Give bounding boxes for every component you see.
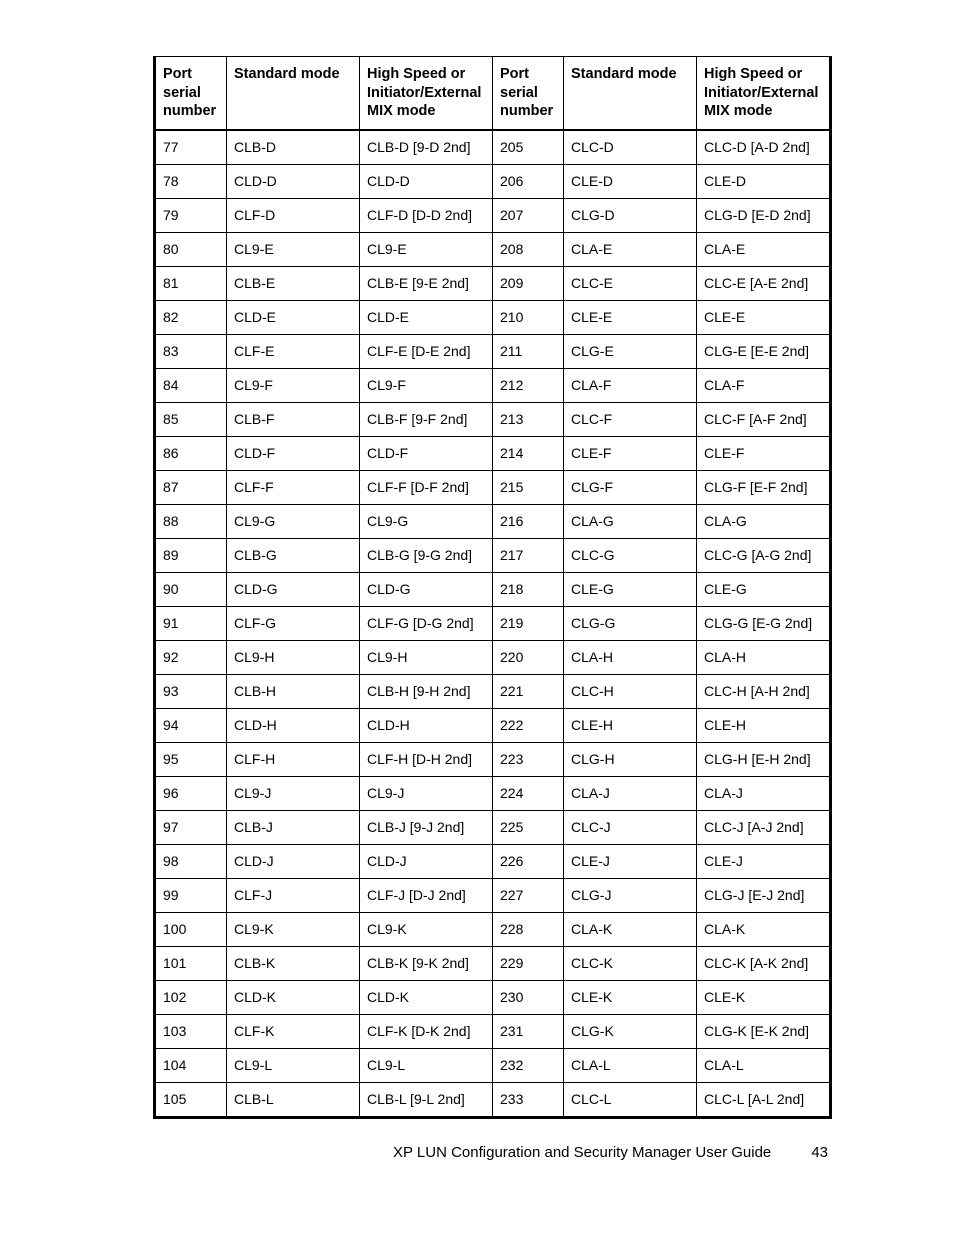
table-row <box>155 164 831 198</box>
cell-port-serial-number: 93 <box>155 674 227 708</box>
cell-high-speed-mode: CLB-H [9-H 2nd] <box>360 674 493 708</box>
table-row <box>155 232 831 266</box>
cell-high-speed-mode: CLD-J <box>360 844 493 878</box>
cell-port-serial-number: 88 <box>155 504 227 538</box>
cell-port-serial-number: 226 <box>493 844 564 878</box>
cell-high-speed-mode: CL9-F <box>360 368 493 402</box>
cell-high-speed-mode: CLD-K <box>360 980 493 1014</box>
cell-standard-mode: CLB-F <box>227 402 360 436</box>
header-standard-mode: Standard mode <box>227 57 360 130</box>
cell-standard-mode: CLA-L <box>564 1048 697 1082</box>
table-row <box>155 198 831 232</box>
cell-port-serial-number: 217 <box>493 538 564 572</box>
cell-high-speed-mode: CLA-J <box>697 776 831 810</box>
cell-port-serial-number: 231 <box>493 1014 564 1048</box>
cell-high-speed-mode: CLC-K [A-K 2nd] <box>697 946 831 980</box>
cell-high-speed-mode: CLE-D <box>697 164 831 198</box>
cell-high-speed-mode: CLD-H <box>360 708 493 742</box>
cell-high-speed-mode: CLF-H [D-H 2nd] <box>360 742 493 776</box>
cell-port-serial-number: 95 <box>155 742 227 776</box>
cell-port-serial-number: 213 <box>493 402 564 436</box>
cell-port-serial-number: 86 <box>155 436 227 470</box>
cell-port-serial-number: 90 <box>155 572 227 606</box>
cell-high-speed-mode: CLF-D [D-D 2nd] <box>360 198 493 232</box>
cell-port-serial-number: 229 <box>493 946 564 980</box>
cell-standard-mode: CLF-K <box>227 1014 360 1048</box>
cell-high-speed-mode: CLB-F [9-F 2nd] <box>360 402 493 436</box>
cell-high-speed-mode: CLF-F [D-F 2nd] <box>360 470 493 504</box>
cell-high-speed-mode: CLC-H [A-H 2nd] <box>697 674 831 708</box>
table-row <box>155 538 831 572</box>
cell-high-speed-mode: CLA-H <box>697 640 831 674</box>
cell-port-serial-number: 222 <box>493 708 564 742</box>
cell-port-serial-number: 97 <box>155 810 227 844</box>
table-row <box>155 606 831 640</box>
cell-high-speed-mode: CLC-L [A-L 2nd] <box>697 1082 831 1117</box>
cell-port-serial-number: 216 <box>493 504 564 538</box>
cell-port-serial-number: 99 <box>155 878 227 912</box>
cell-port-serial-number: 224 <box>493 776 564 810</box>
cell-standard-mode: CLC-J <box>564 810 697 844</box>
cell-standard-mode: CLF-G <box>227 606 360 640</box>
cell-port-serial-number: 83 <box>155 334 227 368</box>
cell-standard-mode: CLC-K <box>564 946 697 980</box>
cell-high-speed-mode: CLE-E <box>697 300 831 334</box>
cell-port-serial-number: 103 <box>155 1014 227 1048</box>
table-row <box>155 504 831 538</box>
cell-standard-mode: CLB-H <box>227 674 360 708</box>
cell-port-serial-number: 91 <box>155 606 227 640</box>
cell-high-speed-mode: CL9-E <box>360 232 493 266</box>
table-row <box>155 980 831 1014</box>
cell-standard-mode: CLC-D <box>564 130 697 165</box>
cell-standard-mode: CLF-F <box>227 470 360 504</box>
cell-port-serial-number: 214 <box>493 436 564 470</box>
table-row <box>155 368 831 402</box>
cell-high-speed-mode: CLA-K <box>697 912 831 946</box>
cell-standard-mode: CLC-L <box>564 1082 697 1117</box>
cell-standard-mode: CL9-G <box>227 504 360 538</box>
cell-standard-mode: CLG-E <box>564 334 697 368</box>
cell-high-speed-mode: CLA-E <box>697 232 831 266</box>
cell-port-serial-number: 212 <box>493 368 564 402</box>
cell-port-serial-number: 81 <box>155 266 227 300</box>
cell-high-speed-mode: CL9-G <box>360 504 493 538</box>
cell-standard-mode: CLB-E <box>227 266 360 300</box>
cell-high-speed-mode: CLD-G <box>360 572 493 606</box>
table-row <box>155 878 831 912</box>
cell-port-serial-number: 221 <box>493 674 564 708</box>
cell-port-serial-number: 210 <box>493 300 564 334</box>
cell-standard-mode: CL9-E <box>227 232 360 266</box>
cell-high-speed-mode: CLB-L [9-L 2nd] <box>360 1082 493 1117</box>
cell-port-serial-number: 219 <box>493 606 564 640</box>
header-standard-mode: Standard mode <box>564 57 697 130</box>
cell-port-serial-number: 215 <box>493 470 564 504</box>
cell-standard-mode: CLG-J <box>564 878 697 912</box>
header-port-serial-number: Port serial number <box>493 57 564 130</box>
cell-high-speed-mode: CLF-J [D-J 2nd] <box>360 878 493 912</box>
cell-standard-mode: CLD-H <box>227 708 360 742</box>
cell-standard-mode: CLA-G <box>564 504 697 538</box>
cell-standard-mode: CLG-F <box>564 470 697 504</box>
cell-standard-mode: CL9-J <box>227 776 360 810</box>
cell-high-speed-mode: CLB-E [9-E 2nd] <box>360 266 493 300</box>
cell-standard-mode: CLB-G <box>227 538 360 572</box>
cell-high-speed-mode: CLG-G [E-G 2nd] <box>697 606 831 640</box>
cell-high-speed-mode: CLC-D [A-D 2nd] <box>697 130 831 165</box>
table-row <box>155 1014 831 1048</box>
table-row <box>155 402 831 436</box>
cell-port-serial-number: 223 <box>493 742 564 776</box>
header-high-speed-mode: High Speed or Initiator/External MIX mode <box>697 57 831 130</box>
table-row <box>155 844 831 878</box>
cell-port-serial-number: 78 <box>155 164 227 198</box>
cell-standard-mode: CL9-L <box>227 1048 360 1082</box>
footer-document-title: XP LUN Configuration and Security Manager User Guide <box>393 1144 772 1161</box>
cell-standard-mode: CLB-K <box>227 946 360 980</box>
cell-standard-mode: CLE-J <box>564 844 697 878</box>
cell-high-speed-mode: CLG-K [E-K 2nd] <box>697 1014 831 1048</box>
cell-standard-mode: CLC-H <box>564 674 697 708</box>
cell-standard-mode: CLD-F <box>227 436 360 470</box>
cell-high-speed-mode: CLD-D <box>360 164 493 198</box>
cell-port-serial-number: 220 <box>493 640 564 674</box>
header-row <box>155 57 831 130</box>
cell-standard-mode: CLE-H <box>564 708 697 742</box>
table-row <box>155 946 831 980</box>
cell-port-serial-number: 233 <box>493 1082 564 1117</box>
table-row <box>155 266 831 300</box>
cell-port-serial-number: 225 <box>493 810 564 844</box>
table-row <box>155 912 831 946</box>
cell-standard-mode: CLA-H <box>564 640 697 674</box>
cell-port-serial-number: 208 <box>493 232 564 266</box>
cell-high-speed-mode: CLF-G [D-G 2nd] <box>360 606 493 640</box>
cell-high-speed-mode: CLE-K <box>697 980 831 1014</box>
cell-high-speed-mode: CLD-F <box>360 436 493 470</box>
cell-standard-mode: CLE-G <box>564 572 697 606</box>
cell-high-speed-mode: CL9-J <box>360 776 493 810</box>
cell-high-speed-mode: CLA-F <box>697 368 831 402</box>
cell-high-speed-mode: CLB-J [9-J 2nd] <box>360 810 493 844</box>
table-row <box>155 1048 831 1082</box>
cell-standard-mode: CL9-F <box>227 368 360 402</box>
cell-port-serial-number: 218 <box>493 572 564 606</box>
cell-port-serial-number: 89 <box>155 538 227 572</box>
cell-standard-mode: CLC-E <box>564 266 697 300</box>
cell-standard-mode: CLB-L <box>227 1082 360 1117</box>
cell-port-serial-number: 102 <box>155 980 227 1014</box>
cell-standard-mode: CLD-D <box>227 164 360 198</box>
cell-port-serial-number: 227 <box>493 878 564 912</box>
cell-port-serial-number: 230 <box>493 980 564 1014</box>
cell-port-serial-number: 232 <box>493 1048 564 1082</box>
cell-port-serial-number: 79 <box>155 198 227 232</box>
table-row <box>155 640 831 674</box>
cell-standard-mode: CLA-K <box>564 912 697 946</box>
cell-port-serial-number: 92 <box>155 640 227 674</box>
cell-standard-mode: CLG-K <box>564 1014 697 1048</box>
cell-high-speed-mode: CLC-G [A-G 2nd] <box>697 538 831 572</box>
cell-standard-mode: CLC-F <box>564 402 697 436</box>
cell-high-speed-mode: CL9-K <box>360 912 493 946</box>
cell-standard-mode: CLG-G <box>564 606 697 640</box>
cell-standard-mode: CLC-G <box>564 538 697 572</box>
cell-high-speed-mode: CLF-K [D-K 2nd] <box>360 1014 493 1048</box>
table-header <box>155 57 831 130</box>
header-high-speed-mode: High Speed or Initiator/External MIX mode <box>360 57 493 130</box>
cell-port-serial-number: 80 <box>155 232 227 266</box>
cell-high-speed-mode: CLG-J [E-J 2nd] <box>697 878 831 912</box>
cell-port-serial-number: 205 <box>493 130 564 165</box>
cell-high-speed-mode: CLE-H <box>697 708 831 742</box>
cell-port-serial-number: 84 <box>155 368 227 402</box>
table-row <box>155 130 831 165</box>
cell-port-serial-number: 228 <box>493 912 564 946</box>
cell-standard-mode: CLA-F <box>564 368 697 402</box>
cell-port-serial-number: 206 <box>493 164 564 198</box>
cell-high-speed-mode: CLB-D [9-D 2nd] <box>360 130 493 165</box>
cell-high-speed-mode: CL9-H <box>360 640 493 674</box>
cell-port-serial-number: 94 <box>155 708 227 742</box>
cell-high-speed-mode: CLB-G [9-G 2nd] <box>360 538 493 572</box>
cell-standard-mode: CLF-J <box>227 878 360 912</box>
cell-high-speed-mode: CLG-F [E-F 2nd] <box>697 470 831 504</box>
cell-standard-mode: CLE-E <box>564 300 697 334</box>
page-footer <box>393 1143 828 1163</box>
cell-high-speed-mode: CLE-J <box>697 844 831 878</box>
cell-high-speed-mode: CLE-F <box>697 436 831 470</box>
cell-standard-mode: CLA-E <box>564 232 697 266</box>
table-row <box>155 674 831 708</box>
cell-high-speed-mode: CL9-L <box>360 1048 493 1082</box>
table-row <box>155 334 831 368</box>
cell-port-serial-number: 101 <box>155 946 227 980</box>
cell-high-speed-mode: CLC-J [A-J 2nd] <box>697 810 831 844</box>
cell-standard-mode: CLG-H <box>564 742 697 776</box>
table-row <box>155 470 831 504</box>
cell-standard-mode: CLE-F <box>564 436 697 470</box>
cell-port-serial-number: 96 <box>155 776 227 810</box>
cell-high-speed-mode: CLF-E [D-E 2nd] <box>360 334 493 368</box>
cell-standard-mode: CLF-H <box>227 742 360 776</box>
footer-page-number: 43 <box>811 1144 828 1161</box>
cell-standard-mode: CLB-D <box>227 130 360 165</box>
cell-standard-mode: CLD-J <box>227 844 360 878</box>
cell-high-speed-mode: CLE-G <box>697 572 831 606</box>
header-port-serial-number: Port serial number <box>155 57 227 130</box>
cell-high-speed-mode: CLB-K [9-K 2nd] <box>360 946 493 980</box>
cell-port-serial-number: 105 <box>155 1082 227 1117</box>
cell-high-speed-mode: CLC-F [A-F 2nd] <box>697 402 831 436</box>
table-row <box>155 776 831 810</box>
cell-high-speed-mode: CLA-G <box>697 504 831 538</box>
cell-standard-mode: CL9-K <box>227 912 360 946</box>
cell-port-serial-number: 82 <box>155 300 227 334</box>
cell-port-serial-number: 207 <box>493 198 564 232</box>
cell-high-speed-mode: CLG-H [E-H 2nd] <box>697 742 831 776</box>
table-row <box>155 742 831 776</box>
cell-standard-mode: CLE-K <box>564 980 697 1014</box>
cell-port-serial-number: 85 <box>155 402 227 436</box>
cell-standard-mode: CL9-H <box>227 640 360 674</box>
table-row <box>155 708 831 742</box>
cell-port-serial-number: 77 <box>155 130 227 165</box>
cell-standard-mode: CLF-E <box>227 334 360 368</box>
cell-standard-mode: CLD-K <box>227 980 360 1014</box>
cell-standard-mode: CLE-D <box>564 164 697 198</box>
cell-port-serial-number: 209 <box>493 266 564 300</box>
table-row <box>155 810 831 844</box>
cell-port-serial-number: 87 <box>155 470 227 504</box>
cell-high-speed-mode: CLD-E <box>360 300 493 334</box>
table-body <box>155 130 831 1118</box>
cell-port-serial-number: 211 <box>493 334 564 368</box>
cell-port-serial-number: 98 <box>155 844 227 878</box>
port-mapping-table-container <box>153 56 829 1119</box>
cell-standard-mode: CLB-J <box>227 810 360 844</box>
cell-high-speed-mode: CLG-E [E-E 2nd] <box>697 334 831 368</box>
cell-standard-mode: CLF-D <box>227 198 360 232</box>
table-row <box>155 436 831 470</box>
cell-port-serial-number: 104 <box>155 1048 227 1082</box>
cell-standard-mode: CLD-E <box>227 300 360 334</box>
cell-standard-mode: CLD-G <box>227 572 360 606</box>
cell-standard-mode: CLA-J <box>564 776 697 810</box>
cell-high-speed-mode: CLC-E [A-E 2nd] <box>697 266 831 300</box>
cell-high-speed-mode: CLA-L <box>697 1048 831 1082</box>
table-row <box>155 572 831 606</box>
table-row <box>155 1082 831 1117</box>
cell-high-speed-mode: CLG-D [E-D 2nd] <box>697 198 831 232</box>
table-row <box>155 300 831 334</box>
port-mapping-table <box>153 56 832 1119</box>
cell-port-serial-number: 100 <box>155 912 227 946</box>
cell-standard-mode: CLG-D <box>564 198 697 232</box>
